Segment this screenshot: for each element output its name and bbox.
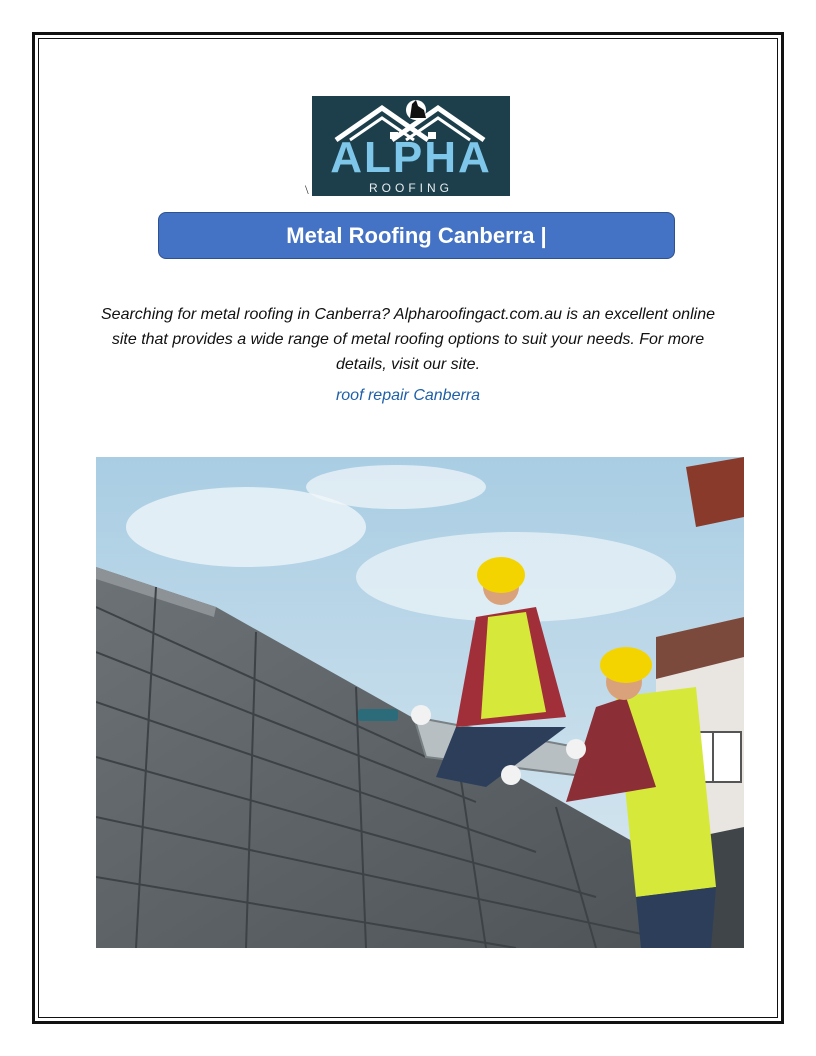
page-title: Metal Roofing Canberra | <box>286 222 547 248</box>
logo-word: ALPHA <box>330 133 492 182</box>
description-text: Searching for metal roofing in Canberra? Alpharoofingact.com.au is an excellent online site that provides a wide range of metal roofing options to suit your needs. For more details, visit our site. <box>101 306 715 373</box>
roofers-photo <box>96 457 744 948</box>
title-banner <box>158 212 675 259</box>
roof-repair-link[interactable]: roof repair Canberra <box>335 387 481 404</box>
logo-tagline: ROOFING <box>369 181 453 195</box>
roofers-photo-icon <box>96 457 744 948</box>
stray-mark: \ <box>305 182 309 197</box>
alpha-roofing-logo <box>312 96 510 196</box>
